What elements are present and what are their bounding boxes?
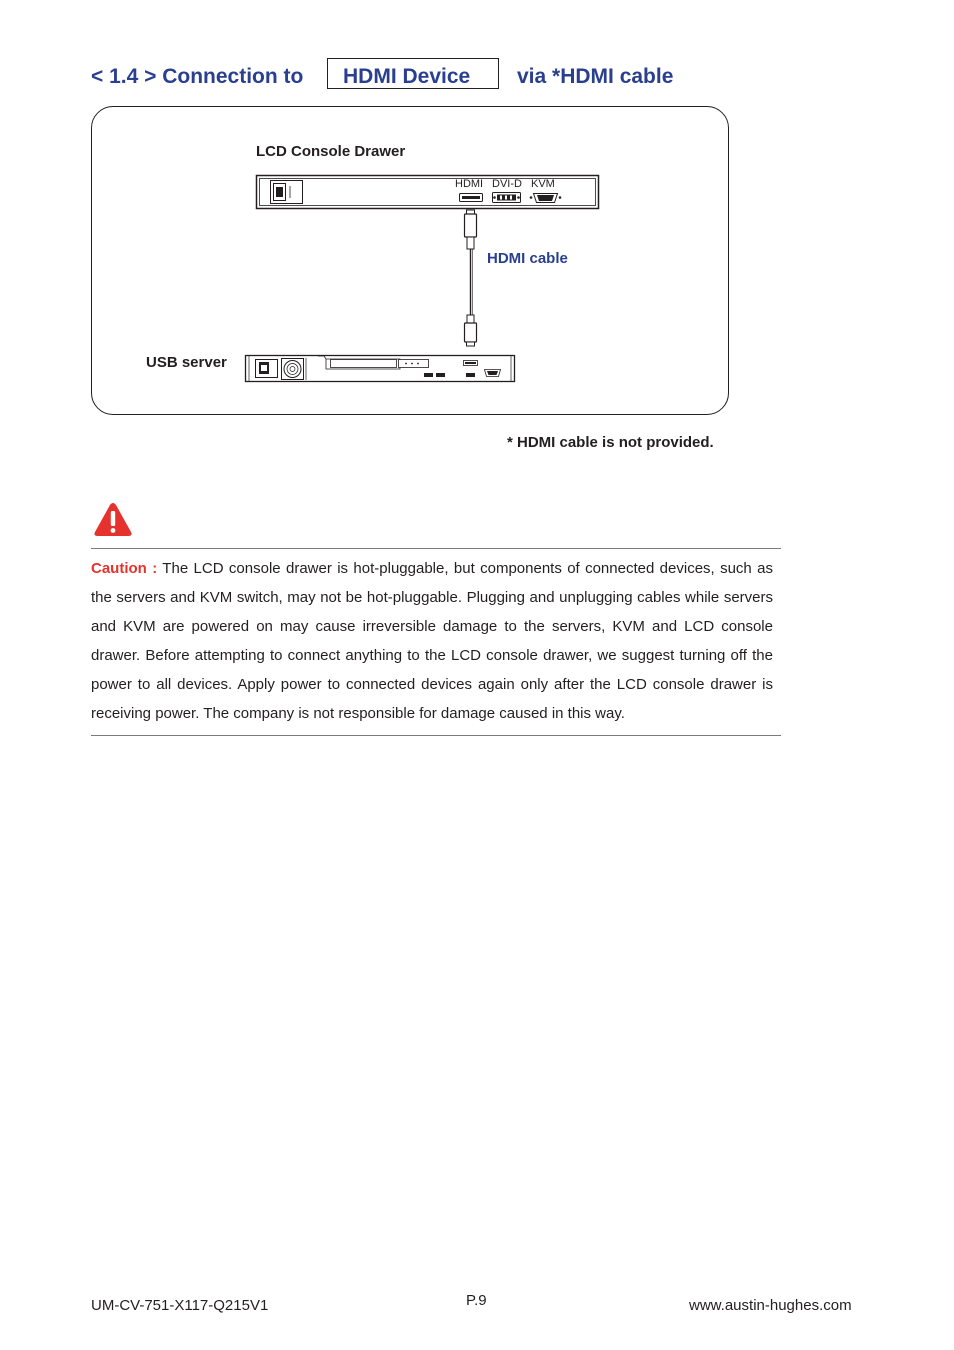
dvi-port-icon xyxy=(493,193,521,203)
port-label-kvm: KVM xyxy=(531,178,555,190)
caution-body: The LCD console drawer is hot-pluggable, but components of connected devices, such as the servers and KVM switch, may not be hot-pluggable. Plugging and unplugging cables while servers and KVM are powered on may cause irreversible damage to the servers, KVM and LCD console drawer. Before attempting to connect anything to the LCD console drawer, we suggest turning off the power to all devices. Apply power to connected devices again only after the LCD console drawer is receiving power. The company is not responsible for damage caused in this way. xyxy=(91,560,773,722)
caution-paragraph xyxy=(91,554,773,728)
drawer-label: LCD Console Drawer xyxy=(256,143,406,160)
caution-lead: Caution : xyxy=(91,560,158,577)
heading-suffix: via *HDMI cable xyxy=(517,65,674,88)
hdmi-port-icon xyxy=(460,194,483,202)
usb-server-panel xyxy=(246,356,515,382)
caution-bottom-rule xyxy=(91,735,781,736)
port-label-dvi: DVI-D xyxy=(492,178,522,190)
port-label-hdmi: HDMI xyxy=(455,178,484,190)
heading-boxed-text: HDMI Device xyxy=(343,65,471,88)
warning-triangle-icon xyxy=(93,502,133,538)
heading-prefix: < 1.4 > Connection to xyxy=(91,65,304,88)
cable-label: HDMI cable xyxy=(487,250,568,267)
footer-doc-id: UM-CV-751-X117-Q215V1 xyxy=(91,1297,269,1314)
cable-not-provided-note: * HDMI cable is not provided. xyxy=(507,434,714,451)
hdmi-cable xyxy=(465,210,477,346)
footer-page-number: P.9 xyxy=(466,1292,487,1309)
power-inlet-icon xyxy=(271,181,303,204)
connection-diagram xyxy=(0,0,954,420)
footer-website: www.austin-hughes.com xyxy=(689,1297,852,1314)
caution-top-rule xyxy=(91,548,781,549)
server-label: USB server xyxy=(146,354,227,371)
